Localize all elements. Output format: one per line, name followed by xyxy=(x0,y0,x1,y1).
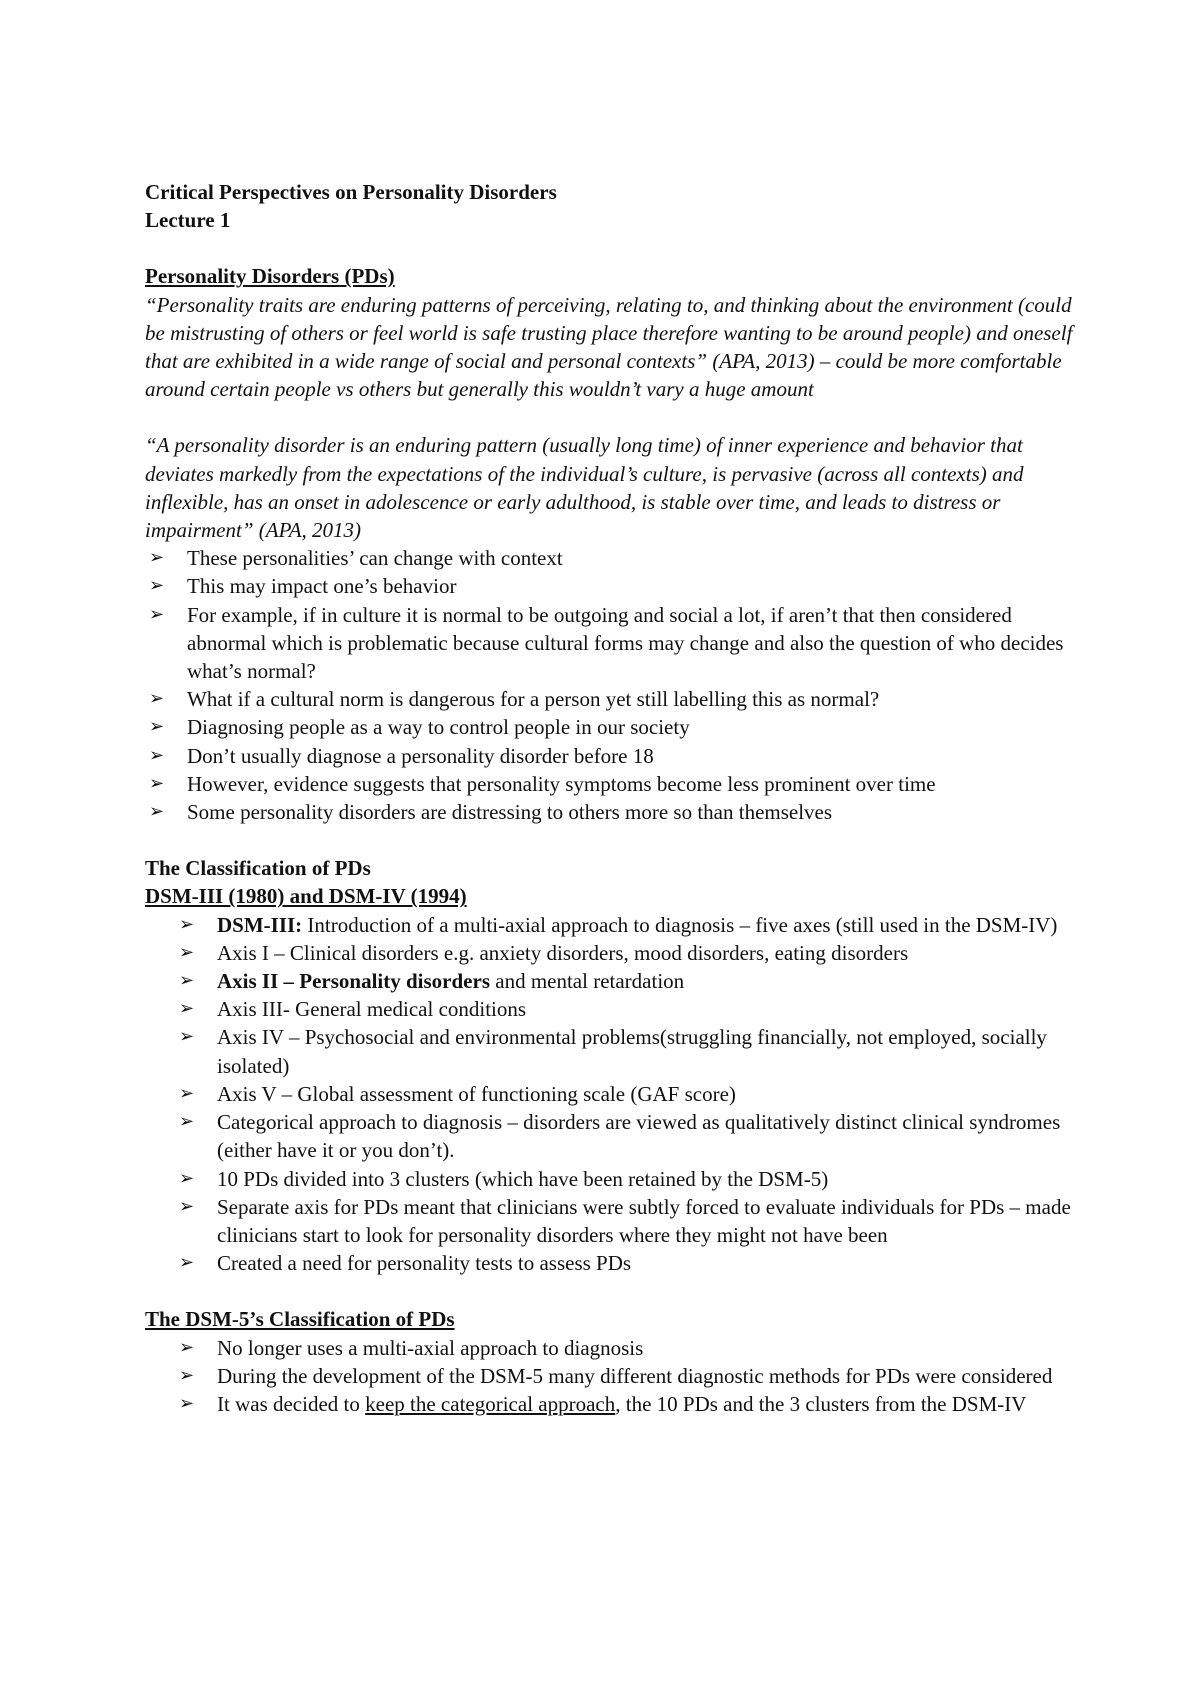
list-item: ➢ Separate axis for PDs meant that clinicians were subtly forced to evaluate individuals for PDs – made clinicians start to look for personality disorders where they might not have been xyxy=(179,1194,1071,1247)
arrow-bullet-icon: ➢ xyxy=(149,716,165,738)
quote-personality-traits: “Personality traits are enduring patterns of perceiving, relating to, and thinking about the environment (could be mistrusting of others or feel world is safe trusting place therefore wanting to be around people) and oneself that are exhibited in a wide range of social and personal contexts” (APA, 2013) – could be more comfortable around certain people vs others but generally this wouldn’t vary a huge amount xyxy=(145,292,1073,402)
arrow-bullet-icon: ➢ xyxy=(149,575,165,597)
arrow-bullet-icon: ➢ xyxy=(179,1026,195,1048)
subheading-dsm-iii-iv: DSM-III (1980) and DSM-IV (1994) xyxy=(145,884,467,909)
dsm-bullet-list xyxy=(145,911,1075,1278)
arrow-bullet-icon: ➢ xyxy=(179,970,195,992)
list-item: ➢ Diagnosing people as a way to control people in our society xyxy=(145,713,1075,741)
arrow-bullet-icon: ➢ xyxy=(179,1111,195,1133)
arrow-bullet-icon: ➢ xyxy=(149,688,165,710)
list-item: ➢ No longer uses a multi-axial approach to diagnosis xyxy=(145,1334,1075,1362)
arrow-bullet-icon: ➢ xyxy=(179,941,195,963)
arrow-bullet-icon: ➢ xyxy=(179,913,195,935)
list-item: ➢ Axis II – Personality disorders and mental retardation xyxy=(145,967,1075,995)
section-heading-classification: The Classification of PDs xyxy=(145,856,371,881)
list-item: ➢ However, evidence suggests that personality symptoms become less prominent over time xyxy=(145,770,1075,798)
list-item: ➢ 10 PDs divided into 3 clusters (which have been retained by the DSM-5) xyxy=(145,1165,1075,1193)
arrow-bullet-icon: ➢ xyxy=(179,1167,195,1189)
arrow-bullet-icon: ➢ xyxy=(179,1392,195,1414)
arrow-bullet-icon: ➢ xyxy=(179,1364,195,1386)
list-item: ➢ Created a need for personality tests to assess PDs xyxy=(145,1249,1075,1277)
document-title: Critical Perspectives on Personality Disorders xyxy=(145,180,557,204)
list-item: ➢ Some personality disorders are distressing to others more so than themselves xyxy=(145,798,1075,826)
list-item: ➢ Axis IV – Psychosocial and environmental problems(struggling financially, not employed, socially isolated) xyxy=(179,1025,1047,1078)
list-item: ➢ This may impact one’s behavior xyxy=(145,572,1075,600)
arrow-bullet-icon: ➢ xyxy=(149,744,165,766)
arrow-bullet-icon: ➢ xyxy=(149,603,165,625)
list-item: ➢ Axis III- General medical conditions xyxy=(145,995,1075,1023)
list-item: ➢ These personalities’ can change with context xyxy=(145,544,1075,572)
pd-bullet-list xyxy=(145,544,1075,826)
list-item: ➢ DSM-III: Introduction of a multi-axial approach to diagnosis – five axes (still used in the DSM-IV) xyxy=(145,911,1075,939)
list-item: ➢ For example, if in culture it is normal to be outgoing and social a lot, if aren’t that then considered abnormal which is problematic because cultural forms may change and also the question of who decides what’s normal? xyxy=(149,602,1064,684)
list-item: ➢ It was decided to keep the categorical approach, the 10 PDs and the 3 clusters from the DSM-IV xyxy=(145,1390,1075,1418)
list-item: ➢ During the development of the DSM-5 many different diagnostic methods for PDs were considered xyxy=(145,1362,1075,1390)
arrow-bullet-icon: ➢ xyxy=(179,1336,195,1358)
section-heading-pds: Personality Disorders (PDs) xyxy=(145,264,395,289)
section-heading-dsm5: The DSM-5’s Classification of PDs xyxy=(145,1307,455,1332)
dsm5-bullet-list xyxy=(145,1334,1075,1419)
document-page xyxy=(145,178,1075,1418)
arrow-bullet-icon: ➢ xyxy=(149,547,165,569)
arrow-bullet-icon: ➢ xyxy=(179,1082,195,1104)
arrow-bullet-icon: ➢ xyxy=(149,801,165,823)
list-item: ➢ Don’t usually diagnose a personality disorder before 18 xyxy=(145,742,1075,770)
arrow-bullet-icon: ➢ xyxy=(149,772,165,794)
arrow-bullet-icon: ➢ xyxy=(179,998,195,1020)
lecture-label: Lecture 1 xyxy=(145,208,231,233)
arrow-bullet-icon: ➢ xyxy=(179,1252,195,1274)
list-item: ➢ Axis I – Clinical disorders e.g. anxiety disorders, mood disorders, eating disorders xyxy=(145,939,1075,967)
list-item: ➢ What if a cultural norm is dangerous for a person yet still labelling this as normal? xyxy=(145,685,1075,713)
list-item: ➢ Categorical approach to diagnosis – disorders are viewed as qualitatively distinct clinical syndromes (either have it or you don’t). xyxy=(179,1110,1061,1163)
quote-personality-disorder: “A personality disorder is an enduring pattern (usually long time) of inner experience and behavior that deviates markedly from the expectations of the individual’s culture, is pervasive (across all contexts) and inflexible, has an onset in adolescence or early adulthood, is stable over time, and leads to distress or impairment” (APA, 2013) xyxy=(145,433,1024,543)
arrow-bullet-icon: ➢ xyxy=(179,1195,195,1217)
list-item: ➢ Axis V – Global assessment of functioning scale (GAF score) xyxy=(145,1080,1075,1108)
